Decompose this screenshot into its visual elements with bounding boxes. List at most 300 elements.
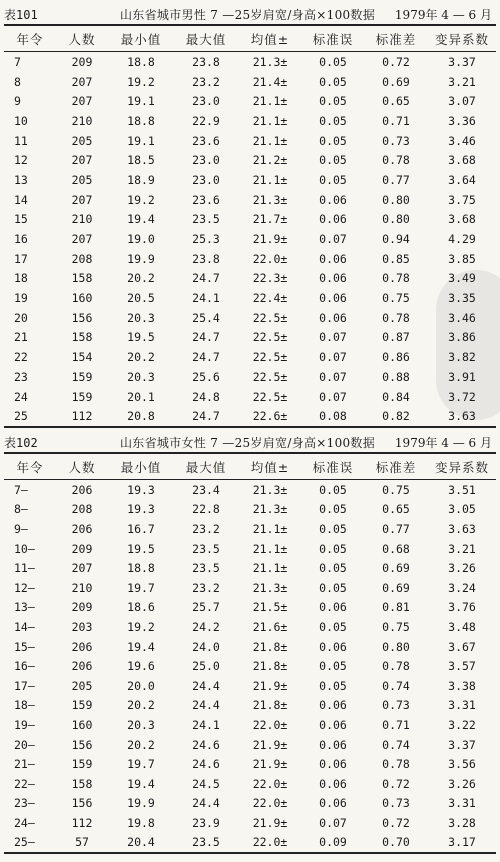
table-cell: 19.8 [127, 815, 155, 830]
table-cell: 21.5± [252, 600, 288, 615]
table-cell: 24— [14, 815, 35, 830]
table-cell: 0.05 [319, 580, 347, 595]
column-header: 最小值 [108, 25, 174, 52]
column-header: 变异系数 [428, 453, 496, 480]
table-cell: 0.75 [382, 619, 410, 634]
table-cell: 0.78 [382, 310, 410, 325]
table-row [4, 774, 496, 794]
table-row [4, 111, 496, 131]
table-cell: 3.28 [448, 815, 476, 830]
table-date: 1979年 4 — 6 月 [394, 436, 492, 450]
table-cell: 22.6± [238, 406, 302, 427]
table-cell: 0.06 [319, 251, 347, 266]
table-cell: 0.87 [382, 330, 410, 345]
table-row [4, 558, 496, 578]
table-cell: 0.78 [382, 271, 410, 286]
table-cell: 19 [14, 291, 28, 306]
column-header: 年令 [4, 453, 56, 480]
table-cell: 23.2 [192, 580, 220, 595]
table-cell: 206 [71, 659, 93, 674]
table-cell: 3.05 [448, 502, 476, 517]
table-cell: 206 [71, 639, 93, 654]
table-cell: 207 [71, 153, 93, 168]
table-cell: 207 [71, 94, 93, 109]
table-cell: 3.56 [448, 757, 476, 772]
table-row [4, 249, 496, 269]
table-cell: 3.38 [448, 678, 476, 693]
table-cell: 203 [71, 619, 93, 634]
table-cell: 24.7 [192, 330, 220, 345]
table-cell: 19.2 [127, 192, 155, 207]
table-row [4, 617, 496, 637]
table-cell: 160 [71, 291, 93, 306]
table-cell: 24 [14, 389, 28, 404]
table-cell: 0.07 [319, 815, 347, 830]
column-header: 均值± [238, 453, 302, 480]
table-cell: 21.3± [252, 502, 288, 517]
table-cell: 205 [71, 678, 93, 693]
table-cell: 0.05 [319, 153, 347, 168]
table-row [4, 480, 496, 500]
table-id: 表102 [4, 436, 38, 450]
table-cell: 158 [71, 330, 93, 345]
table-cell: 0.78 [382, 757, 410, 772]
table-cell: 0.80 [382, 639, 410, 654]
table-cell: 21.6± [252, 619, 288, 634]
table-cell: 13— [14, 600, 35, 615]
table-cell: 21 [14, 330, 28, 345]
table-cell: 0.06 [319, 310, 347, 325]
table-cell: 3.21 [448, 74, 476, 89]
table-cell: 22.5± [252, 369, 288, 384]
table-cell: 24.4 [192, 678, 220, 693]
table-cell: 156 [71, 737, 93, 752]
table-cell: 10— [14, 541, 35, 556]
table-cell: 19.3 [127, 482, 155, 497]
table-cell: 210 [71, 113, 93, 128]
table-cell: 3.64 [448, 172, 476, 187]
table-cell: 23.2 [192, 521, 220, 536]
table-cell: 207 [71, 561, 93, 576]
table-row [4, 578, 496, 598]
table-cell: 3.37 [448, 54, 476, 69]
table-cell: 21.3± [252, 580, 288, 595]
table-cell: 3.82 [448, 350, 476, 365]
table-cell: 0.75 [382, 482, 410, 497]
table-cell: 0.75 [382, 291, 410, 306]
table-cell: 22.8 [192, 502, 220, 517]
table-cell: 0.78 [382, 659, 410, 674]
column-header: 年令 [4, 25, 56, 52]
table-cell: 21.3± [252, 192, 288, 207]
table-cell: 20.8 [108, 406, 174, 427]
table-cell: 14— [14, 619, 35, 634]
table-cell: 112 [56, 406, 108, 427]
table-cell: 19.2 [127, 74, 155, 89]
column-header: 标准误 [302, 25, 364, 52]
table-cell: 9— [14, 521, 28, 536]
table-cell: 0.06 [319, 212, 347, 227]
table-cell: 3.36 [448, 113, 476, 128]
table-cell: 22 [14, 350, 28, 365]
table-cell: 0.78 [382, 153, 410, 168]
table-cell: 0.08 [302, 406, 364, 427]
table-cell: 24.4 [192, 796, 220, 811]
table-cell: 0.05 [319, 541, 347, 556]
table-cell: 22.9 [192, 113, 220, 128]
table-cell: 3.51 [448, 482, 476, 497]
header-row [4, 453, 496, 480]
table-cell: 22.5± [252, 389, 288, 404]
table-cell: 25.7 [192, 600, 220, 615]
table-cell: 19.3 [127, 502, 155, 517]
table-cell: 23.0 [192, 172, 220, 187]
table-cell: 24.5 [192, 776, 220, 791]
table-cell: 0.06 [319, 600, 347, 615]
table-cell: 22.0± [252, 717, 288, 732]
table-cell: 20.0 [127, 678, 155, 693]
table-cell: 0.06 [319, 796, 347, 811]
table-cell: 208 [71, 251, 93, 266]
table-cell: 3.63 [428, 406, 496, 427]
table-cell: 23.5 [192, 212, 220, 227]
table-cell: 7— [14, 482, 28, 497]
table-cell: 21.2± [252, 153, 288, 168]
table-cell: 21.1± [252, 113, 288, 128]
table-101-section [0, 2, 500, 428]
table-cell: 24.2 [192, 619, 220, 634]
table-cell: 24.6 [192, 737, 220, 752]
table-cell: 13 [14, 172, 28, 187]
table-cell: 19.6 [127, 659, 155, 674]
table-cell: 21.1± [252, 133, 288, 148]
table-cell: 19.1 [127, 94, 155, 109]
table-cell: 3.31 [448, 698, 476, 713]
table-row [4, 170, 496, 190]
table-cell: 21.9± [252, 232, 288, 247]
table-row [4, 52, 496, 72]
table-title: 山东省城市男性 7 —25岁肩宽/身高×100数据 [120, 8, 376, 22]
table-cell: 11— [14, 561, 35, 576]
table-body [4, 480, 496, 854]
table-cell: 19.4 [127, 212, 155, 227]
table-cell: 154 [71, 350, 93, 365]
table-cell: 14 [14, 192, 28, 207]
table-cell: 9 [14, 94, 21, 109]
table-cell: 0.06 [319, 698, 347, 713]
table-cell: 20.1 [127, 389, 155, 404]
table-cell: 0.05 [319, 133, 347, 148]
table-row [4, 500, 496, 520]
table-cell: 159 [71, 389, 93, 404]
table-cell: 21.1± [252, 521, 288, 536]
table-cell: 20 [14, 310, 28, 325]
table-cell: 21.9± [252, 737, 288, 752]
table-cell: 160 [71, 717, 93, 732]
table-cell: 0.68 [382, 541, 410, 556]
table-cell: 3.76 [448, 600, 476, 615]
table-cell: 159 [71, 698, 93, 713]
table-cell: 21.7± [252, 212, 288, 227]
table-cell: 0.06 [319, 271, 347, 286]
table-cell: 0.05 [319, 482, 347, 497]
table-cell: 24.4 [192, 698, 220, 713]
table-cell: 23.8 [192, 54, 220, 69]
table-cell: 0.71 [382, 113, 410, 128]
table-cell: 3.17 [428, 833, 496, 854]
table-cell: 21.8± [252, 698, 288, 713]
table-cell: 19.0 [127, 232, 155, 247]
table-row [4, 150, 496, 170]
table-cell: 21— [14, 757, 35, 772]
table-row [4, 72, 496, 92]
table-cell: 0.09 [302, 833, 364, 854]
table-cell: 22.5± [252, 330, 288, 345]
table-cell: 18.5 [127, 153, 155, 168]
table-row [4, 656, 496, 676]
table-row [4, 598, 496, 618]
table-cell: 24.1 [192, 291, 220, 306]
table-cell: 24.6 [192, 757, 220, 772]
table-cell: 19.1 [127, 133, 155, 148]
table-row [4, 676, 496, 696]
table-cell: 205 [71, 172, 93, 187]
table-cell: 16 [14, 232, 28, 247]
table-cell: 24.8 [192, 389, 220, 404]
table-102 [4, 452, 496, 854]
table-cell: 15— [14, 639, 35, 654]
table-cell: 3.49 [448, 271, 476, 286]
table-cell: 209 [71, 600, 93, 615]
table-cell: 3.46 [448, 133, 476, 148]
table-cell: 18.9 [127, 172, 155, 187]
table-cell: 0.65 [382, 502, 410, 517]
table-cell: 159 [71, 757, 93, 772]
table-cell: 18.8 [127, 113, 155, 128]
table-row [4, 519, 496, 539]
table-cell: 22.0± [238, 833, 302, 854]
table-row [4, 715, 496, 735]
table-cell: 0.07 [319, 389, 347, 404]
table-cell: 0.70 [364, 833, 428, 854]
table-cell: 0.71 [382, 717, 410, 732]
table-cell: 20.2 [127, 698, 155, 713]
table-cell: 3.24 [448, 580, 476, 595]
table-cell: 22.4± [252, 291, 288, 306]
table-cell: 25.6 [192, 369, 220, 384]
table-cell: 0.05 [319, 502, 347, 517]
table-cell: 8— [14, 502, 28, 517]
table-cell: 0.72 [382, 815, 410, 830]
table-row [4, 794, 496, 814]
table-row [4, 328, 496, 348]
table-cell: 158 [71, 271, 93, 286]
column-header: 最小值 [108, 453, 174, 480]
table-row [4, 288, 496, 308]
table-cell: 19— [14, 717, 35, 732]
table-cell: 3.37 [448, 737, 476, 752]
table-cell: 21.3± [252, 54, 288, 69]
table-cell: 21.9± [252, 815, 288, 830]
table-cell: 18.8 [127, 561, 155, 576]
column-header: 最大值 [174, 25, 238, 52]
table-cell: 18.6 [127, 600, 155, 615]
table-cell: 0.74 [382, 737, 410, 752]
table-cell: 21.9± [252, 757, 288, 772]
table-cell: 156 [71, 796, 93, 811]
table-cell: 25 [4, 406, 56, 427]
table-cell: 3.68 [448, 153, 476, 168]
table-cell: 0.72 [382, 776, 410, 791]
table-cell: 11 [14, 133, 28, 148]
table-cell: 25.3 [192, 232, 220, 247]
table-cell: 0.06 [319, 717, 347, 732]
table-cell: 0.80 [382, 212, 410, 227]
table-cell: 24.0 [192, 639, 220, 654]
table-cell: 156 [71, 310, 93, 325]
table-cell: 21.8± [252, 639, 288, 654]
column-header: 人数 [56, 25, 108, 52]
table-cell: 21.4± [252, 74, 288, 89]
table-row [4, 131, 496, 151]
table-row [4, 637, 496, 657]
table-cell: 0.88 [382, 369, 410, 384]
table-cell: 0.06 [319, 192, 347, 207]
table-cell: 22.5± [252, 350, 288, 365]
table-cell: 0.73 [382, 133, 410, 148]
table-row [4, 269, 496, 289]
table-cell: 207 [71, 74, 93, 89]
table-cell: 0.05 [319, 678, 347, 693]
table-cell: 24.7 [192, 350, 220, 365]
table-cell: 22.0± [252, 251, 288, 266]
column-header: 标准误 [302, 453, 364, 480]
table-cell: 159 [71, 369, 93, 384]
table-cell: 4.29 [448, 232, 476, 247]
table-cell: 20.2 [127, 350, 155, 365]
table-row [4, 347, 496, 367]
table-id: 表101 [4, 8, 38, 22]
table-cell: 22.3± [252, 271, 288, 286]
table-cell: 209 [71, 541, 93, 556]
table-row [4, 229, 496, 249]
table-cell: 23.0 [192, 153, 220, 168]
table-cell: 0.05 [319, 659, 347, 674]
table-102-section [0, 430, 500, 854]
table-cell: 3.48 [448, 619, 476, 634]
table-cell: 3.46 [448, 310, 476, 325]
table-cell: 23.0 [192, 94, 220, 109]
table-cell: 19.7 [127, 580, 155, 595]
table-cell: 22.0± [252, 796, 288, 811]
table-cell: 112 [71, 815, 93, 830]
table-cell: 3.26 [448, 776, 476, 791]
table-cell: 3.72 [448, 389, 476, 404]
table-cell: 19.9 [127, 796, 155, 811]
table-cell: 209 [71, 54, 93, 69]
table-cell: 0.06 [319, 757, 347, 772]
column-header: 标准差 [364, 25, 428, 52]
table-cell: 23.2 [192, 74, 220, 89]
table-cell: 21.1± [252, 172, 288, 187]
table-cell: 23.5 [192, 561, 220, 576]
table-cell: 0.05 [319, 619, 347, 634]
table-cell: 17— [14, 678, 35, 693]
table-cell: 0.07 [319, 330, 347, 345]
table-cell: 18— [14, 698, 35, 713]
table-cell: 19.7 [127, 757, 155, 772]
table-row [4, 539, 496, 559]
table-cell: 206 [71, 521, 93, 536]
table-cell: 210 [71, 580, 93, 595]
table-cell: 24.1 [192, 717, 220, 732]
table-cell: 0.05 [319, 172, 347, 187]
table-cell: 21.3± [252, 482, 288, 497]
table-cell: 17 [14, 251, 28, 266]
table-row [4, 833, 496, 854]
table-cell: 3.86 [448, 330, 476, 345]
table-cell: 0.80 [382, 192, 410, 207]
table-cell: 0.65 [382, 94, 410, 109]
table-cell: 21.1± [252, 94, 288, 109]
table-cell: 23— [14, 796, 35, 811]
table-cell: 8 [14, 74, 21, 89]
table-cell: 0.94 [382, 232, 410, 247]
table-cell: 0.06 [319, 737, 347, 752]
table-cell: 0.82 [364, 406, 428, 427]
table-cell: 23 [14, 369, 28, 384]
table-cell: 3.63 [448, 521, 476, 536]
table-cell: 23.4 [192, 482, 220, 497]
table-cell: 0.86 [382, 350, 410, 365]
table-cell: 0.73 [382, 796, 410, 811]
table-cell: 0.69 [382, 580, 410, 595]
table-cell: 19.9 [127, 251, 155, 266]
table-cell: 0.05 [319, 94, 347, 109]
table-cell: 0.06 [319, 776, 347, 791]
table-cell: 3.22 [448, 717, 476, 732]
table-cell: 0.77 [382, 172, 410, 187]
table-cell: 19.4 [127, 776, 155, 791]
table-cell: 21.9± [252, 678, 288, 693]
table-cell: 0.05 [319, 54, 347, 69]
table-cell: 3.85 [448, 251, 476, 266]
table-cell: 0.05 [319, 561, 347, 576]
table-row [4, 406, 496, 427]
table-cell: 23.6 [192, 192, 220, 207]
table-cell: 19.5 [127, 330, 155, 345]
table-cell: 20.3 [127, 717, 155, 732]
table-cell: 16— [14, 659, 35, 674]
column-header: 变异系数 [428, 25, 496, 52]
table-cell: 207 [71, 232, 93, 247]
table-cell: 0.07 [319, 350, 347, 365]
table-cell: 3.91 [448, 369, 476, 384]
column-header: 最大值 [174, 453, 238, 480]
table-cell: 12 [14, 153, 28, 168]
table-cell: 0.73 [382, 698, 410, 713]
table-cell: 206 [71, 482, 93, 497]
table-cell: 20.4 [108, 833, 174, 854]
table-cell: 20.3 [127, 369, 155, 384]
table-cell: 20.2 [127, 737, 155, 752]
table-cell: 3.07 [448, 94, 476, 109]
table-cell: 3.21 [448, 541, 476, 556]
table-row [4, 91, 496, 111]
table-cell: 0.07 [319, 369, 347, 384]
table-cell: 18 [14, 271, 28, 286]
table-cell: 3.57 [448, 659, 476, 674]
